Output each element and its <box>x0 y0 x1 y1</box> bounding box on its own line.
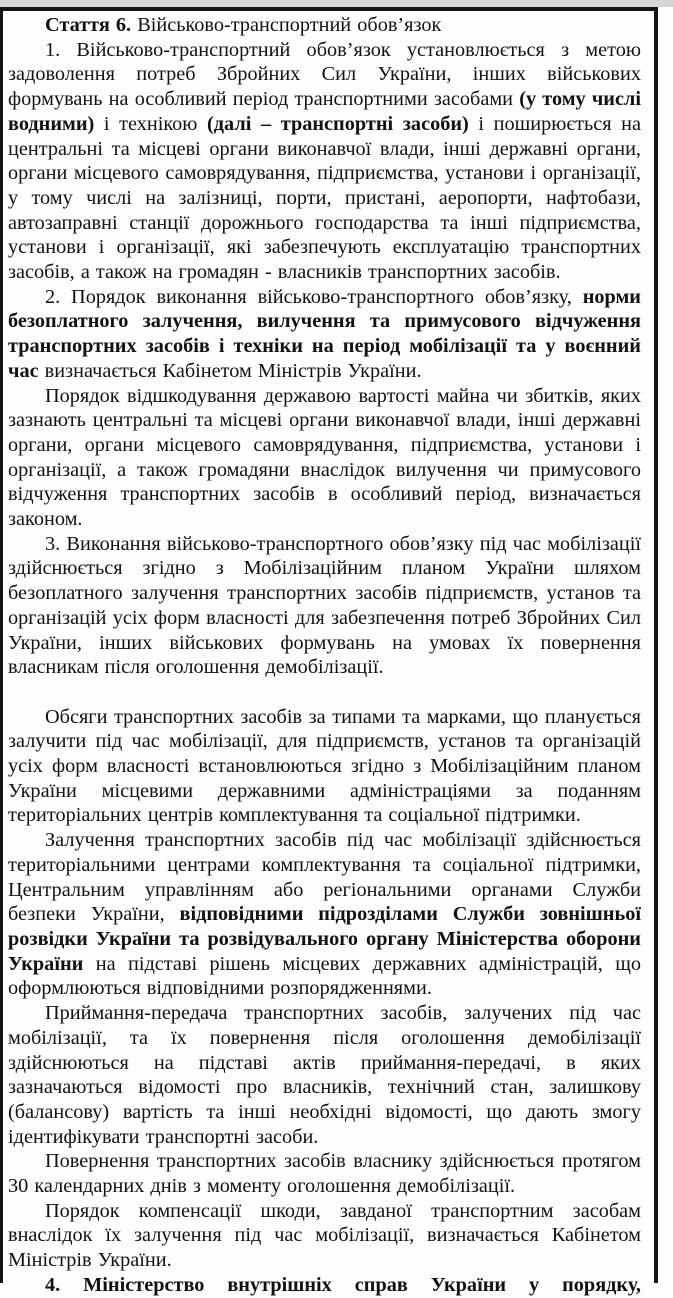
document-body <box>8 13 641 1298</box>
clause-2-bold-run: норми безоплатного залучення, вилучення та примусового відчуження транспортних засобів і техніки на період мобілізації та у воєнний час <box>8 285 641 382</box>
clause-3-engagement-bold-run: відповідними підрозділами Служби зовнішньої розвідки України та розвідувального органу Міністерства оборони України <box>8 903 641 975</box>
clause-4-partial-bold-run: 4. Міністерство внутрішніх справ України у порядку, <box>45 1273 641 1296</box>
clause-3-damage-compensation <box>8 1199 641 1273</box>
article-title-text-run: Військово-транспортний обов’язок <box>131 14 442 36</box>
clause-1-bold-run: (у тому числі водними) <box>8 88 641 135</box>
scan-artifact-strip <box>0 0 673 7</box>
clause-3-volumes <box>8 705 641 829</box>
clause-3-return <box>8 1149 641 1198</box>
clause-3-volumes-text-run: Обсяги транспортних засобів за типами та марками, що планується залучити під час мобілізації, для підприємств, установ та організацій усіх форм власності встановлюються згідно з Мобілізаційним планом України місцевими державними адміністраціями за поданням територіальних центрів комплектування та соціальної підтримки. <box>8 705 641 827</box>
clause-2 <box>8 285 641 384</box>
article-title-bold-run: Стаття 6. <box>45 14 132 36</box>
clause-1-bold-run: (далі – транспортні засоби) <box>207 112 469 135</box>
clause-3-text-run: 3. Виконання військово-транспортного обов’язку під час мобілізації здійснюється згідно з Мобілізаційним планом України шляхом безоплатного залучення транспортних засобів підприємств, установ та організацій усіх форм власності для забезпечення потреб Збройних Сил України, інших військових формувань на умовах їх повернення власникам після оголошення демобілізації. <box>8 532 641 679</box>
clause-1-text-run: 1. Військово-транспортний обов’язок установлюється з метою задоволення потреб Збройних Сил України, інших військових формувань на особливий період транспортними засобами <box>8 38 641 111</box>
clause-3-engagement-text-run: Залучення транспортних засобів під час мобілізації здійснюється територіальними центрами комплектування та соціальної підтримки, Центральним управлінням або регіональними органами Служби безпеки України, <box>8 829 641 926</box>
clause-1-text-run: і технікою <box>94 112 208 135</box>
clause-2-text-run: 2. Порядок виконання військово-транспортного обов’язку, <box>45 285 583 308</box>
clause-3-transfer-acts <box>8 1001 641 1149</box>
clause-3-engagement-text-run: на підставі рішень місцевих державних адміністрацій, що оформлюються відповідними розпорядженнями. <box>8 952 641 1000</box>
clause-2-text-run: визначається Кабінетом Міністрів України. <box>38 359 422 382</box>
clause-1 <box>8 38 641 285</box>
article-title <box>8 13 641 38</box>
clause-1-text-run: і поширюється на центральні та місцеві органи виконавчої влади, інші державні органи, органи місцевого самоврядування, підприємства, установи і організації, у тому числі на залізниці, порти, пристані, аеропорти, нафтобази, автозаправні станції дорожнього господарства та інші підприємства, установи і організації, які забезпечують експлуатацію транспортних засобів, а також на громадян - власників транспортних засобів. <box>8 112 641 284</box>
clause-3 <box>8 532 641 680</box>
clause-3-engagement <box>8 828 641 1001</box>
document-frame <box>0 7 658 1296</box>
clause-2-compensation-text-run: Порядок відшкодування державою вартості майна чи збитків, яких зазнають центральні та місцеві органи виконавчої влади, інші державні органи, органи місцевого самоврядування, підприємства, установи і організації, а також громадяни внаслідок вилучення чи примусового відчуження транспортних засобів в особливий період, визначається законом. <box>8 384 641 531</box>
clause-3-transfer-acts-text-run: Приймання-передача транспортних засобів, залучених під час мобілізації, та їх повернення після оголошення демобілізації здійснюються на підставі актів приймання-передачі, в яких зазначаються відомості про власників, технічний стан, залишкову (балансову) вартість та інші необхідні відомості, що дають змогу ідентифікувати транспортні засоби. <box>8 1002 641 1148</box>
clause-2-compensation <box>8 384 641 532</box>
clause-3-return-text-run: Повернення транспортних засобів власнику здійснюється протягом 30 календарних днів з моменту оголошення демобілізації. <box>8 1150 641 1198</box>
clause-3-damage-compensation-text-run: Порядок компенсації шкоди, завданої транспортним засобам внаслідок їх залучення під час мобілізації, визначається Кабінетом Міністрів України. <box>8 1199 641 1272</box>
